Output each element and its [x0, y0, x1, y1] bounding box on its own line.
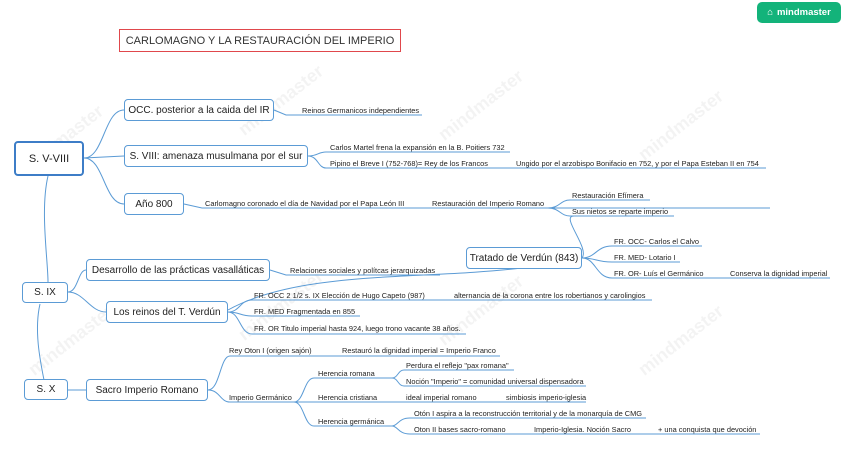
map-title[interactable]: CARLOMAGNO Y LA RESTAURACIÓN DEL IMPERIO [119, 29, 401, 52]
connector [37, 304, 44, 380]
topic-ano-800[interactable]: Año 800 [124, 193, 184, 215]
topic-sacro-imperio[interactable]: Sacro Imperio Romano [86, 379, 208, 401]
label-relaciones-sociales[interactable]: Relaciones sociales y polítcas jerarquizadas [290, 266, 436, 275]
label-fr-or[interactable]: FR. OR- Luís el Germánico [614, 269, 704, 278]
connector [68, 270, 86, 292]
label-fr-or-titulo[interactable]: FR. OR Titulo imperial hasta 924, luego trono vacante 38 años. [254, 324, 461, 333]
mindmaster-logo-icon: ⌂ [767, 7, 773, 18]
label-imperio-iglesia[interactable]: Imperio-Iglesia. Noción Sacro [534, 425, 631, 434]
label-herencia-germanica[interactable]: Herencia germánica [318, 417, 385, 426]
label-alternancia[interactable]: alternancia de la corona entre los robertianos y carolingios [454, 291, 646, 300]
label-ideal-imperial[interactable]: ideal imperial romano [406, 393, 477, 402]
label-imperio-germanico[interactable]: Imperio Germánico [229, 393, 292, 402]
label-fr-med-fragmentada[interactable]: FR. MED Fragmentada en 855 [254, 307, 356, 316]
brand-badge [757, 2, 841, 23]
label-fr-med[interactable]: FR. MED- Lotario I [614, 253, 676, 262]
label-oton-aspira[interactable]: Otón I aspira a la reconstrucción territorial y de la monarquía de CMG [414, 409, 642, 418]
root-node-s-v-viii[interactable]: S. V-VIII [14, 141, 84, 176]
label-restauro-dignidad[interactable]: Restauró la dignidad imperial = Imperio Franco [342, 346, 496, 355]
topic-s-ix[interactable]: S. IX [22, 282, 68, 303]
label-ungido[interactable]: Ungido por el arzobispo Bonifacio en 752, y por el Papa Esteban II en 754 [516, 159, 759, 168]
label-restauracion-imperio[interactable]: Restauración del Imperio Romano [432, 199, 545, 208]
label-nietos-reparte[interactable]: Sus nietos se reparte imperio [572, 207, 669, 216]
label-conserva-dignidad[interactable]: Conserva la dignidad imperial [730, 269, 828, 278]
label-conquista-devocion[interactable]: + una conquista que devoción [658, 425, 757, 434]
label-nocion-imperio[interactable]: Noción "Imperio" = comunidad universal dispensadora [406, 377, 584, 386]
label-perdura-pax[interactable]: Perdura el reflejo "pax romana" [406, 361, 509, 370]
label-simbiosis[interactable]: simbiosis imperio-iglesia [506, 393, 587, 402]
label-pipino[interactable]: Pipino el Breve I (752-768)= Rey de los Francos [330, 159, 488, 168]
connector [84, 110, 124, 158]
connector [44, 176, 48, 282]
label-herencia-cristiana[interactable]: Herencia cristiana [318, 393, 378, 402]
connector [68, 292, 106, 312]
label-fr-occ[interactable]: FR. OCC- Carlos el Calvo [614, 237, 700, 246]
topic-reinos-verdun[interactable]: Los reinos del T. Verdún [106, 301, 228, 323]
topic-amenaza-musulmana[interactable]: S. VIII: amenaza musulmana por el sur [124, 145, 308, 167]
connector [84, 158, 124, 204]
connector [308, 152, 510, 156]
topic-tratado-verdun[interactable]: Tratado de Verdún (843) [466, 247, 582, 269]
label-herencia-romana[interactable]: Herencia romana [318, 369, 375, 378]
label-reinos-germanicos[interactable]: Reinos Germanicos independientes [302, 106, 420, 115]
topic-s-x[interactable]: S. X [24, 379, 68, 400]
topic-vasallaticas[interactable]: Desarrollo de las prácticas vasalláticas [86, 259, 270, 281]
topic-occ-posterior[interactable]: OCC. posterior a la caida del IR [124, 99, 274, 121]
label-restauracion-efimera[interactable]: Restauración Efímera [572, 191, 644, 200]
label-coronado[interactable]: Carlomagno coronado el día de Navidad por el Papa León III [205, 199, 405, 208]
label-fr-occ-hugo-capeto[interactable]: FR. OCC 2 1/2 s. IX Elección de Hugo Capeto (987) [254, 291, 425, 300]
label-oton-ii[interactable]: Oton II bases sacro-romano [414, 425, 506, 434]
brand-name: mindmaster [776, 7, 831, 18]
label-rey-oton[interactable]: Rey Oton I (origen sajón) [229, 346, 312, 355]
label-carlos-martel[interactable]: Carlos Martel frena la expansión en la B. Poitiers 732 [330, 143, 505, 152]
